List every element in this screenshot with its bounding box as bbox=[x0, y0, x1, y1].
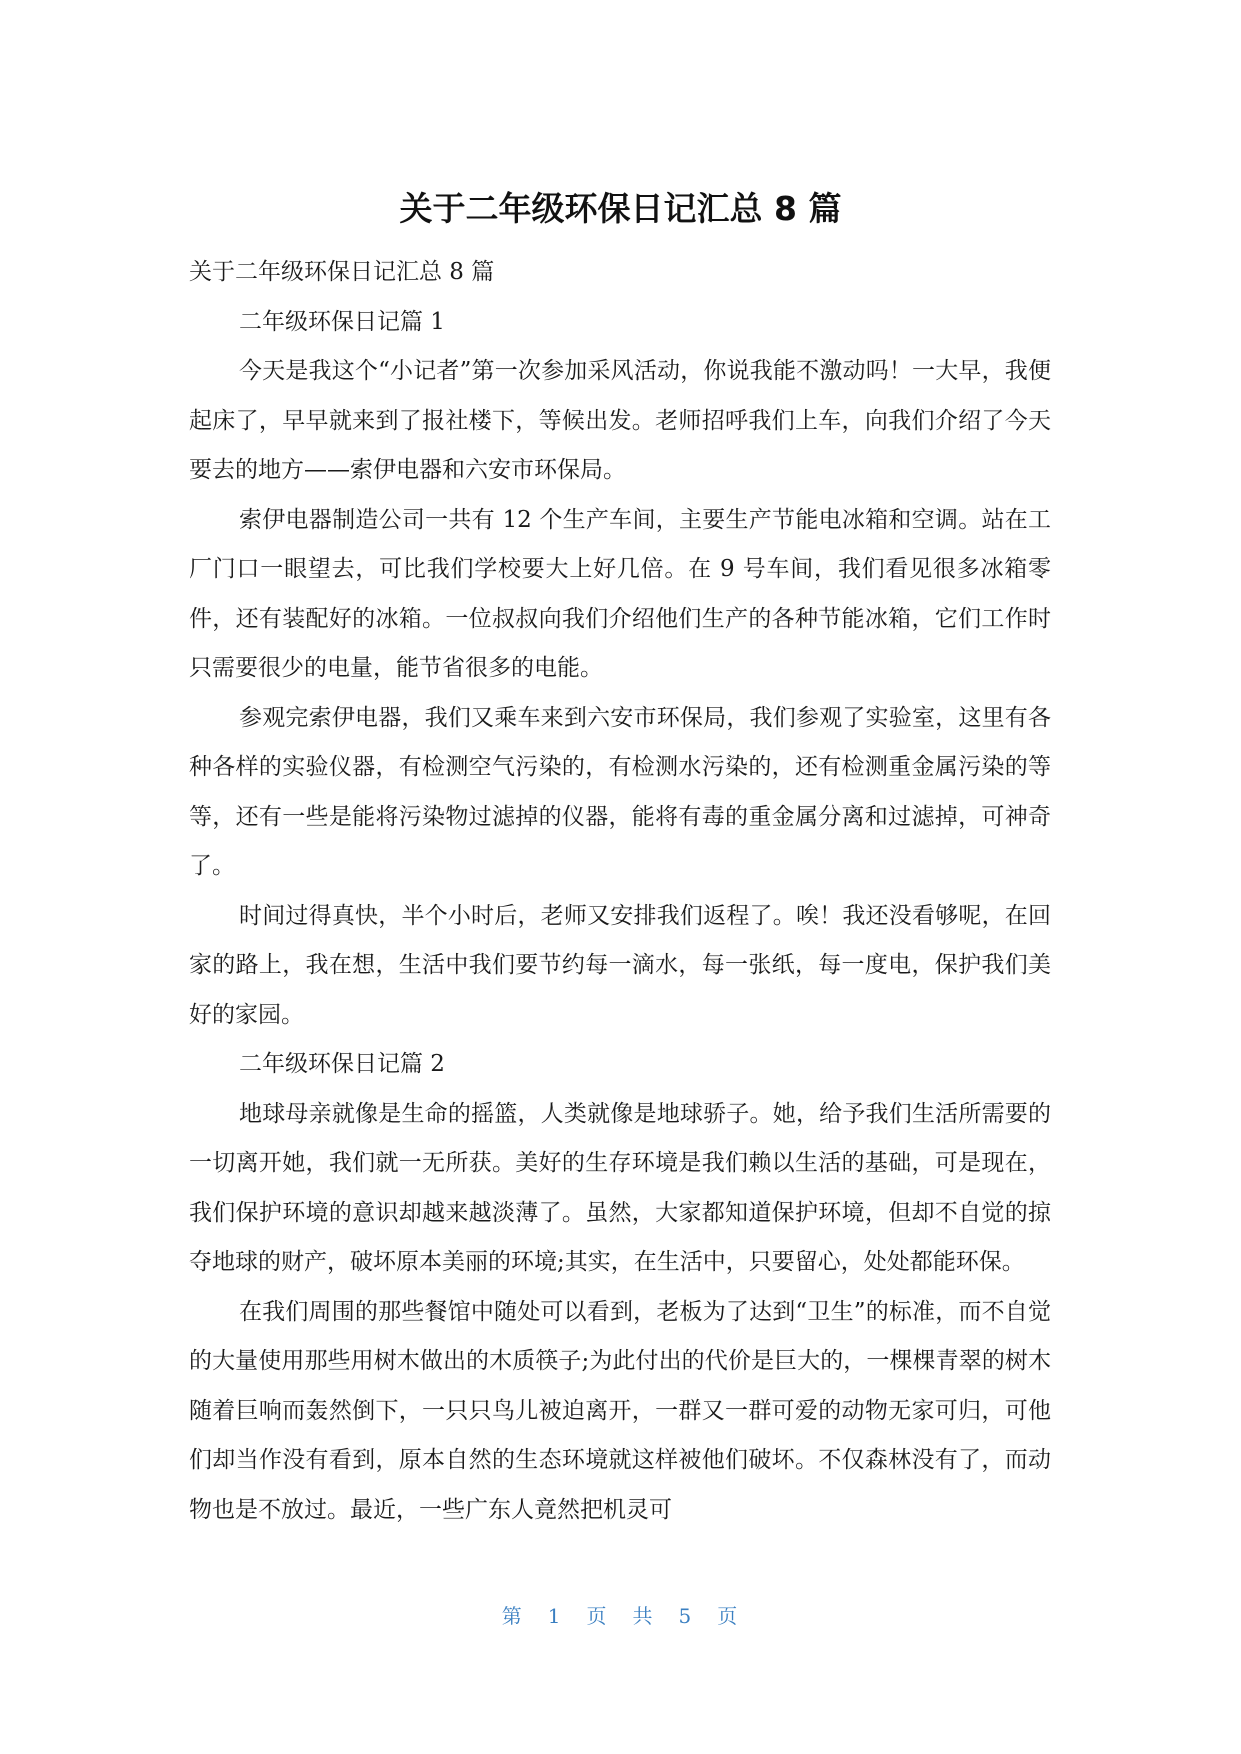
document-body bbox=[189, 248, 1051, 1535]
paragraph: 时间过得真快，半个小时后，老师又安排我们返程了。唉！我还没看够呢，在回家的路上，我在想，生活中我们要节约每一滴水，每一张纸，每一度电，保护我们美好的家园。 bbox=[189, 902, 1051, 1028]
footer-current-page: 1 bbox=[547, 1604, 563, 1628]
document-subtitle: 关于二年级环保日记汇总 8 篇 bbox=[189, 259, 495, 285]
section-heading-2: 二年级环保日记篇 2 bbox=[239, 1051, 445, 1077]
paragraph: 在我们周围的那些餐馆中随处可以看到，老板为了达到“卫生”的标准，而不自觉的大量使用那些用树木做出的木质筷子;为此付出的代价是巨大的，一棵棵青翠的树木随着巨响而轰然倒下，一只只鸟儿被迫离开，一群又一群可爱的动物无家可归，可他们却当作没有看到，原本自然的生态环境就这样被他们破坏。不仅森林没有了，而动物也是不放过。最近，一些广东人竟然把机灵可 bbox=[189, 1298, 1051, 1523]
footer-total-pages: 5 bbox=[678, 1604, 694, 1628]
section-heading-1: 二年级环保日记篇 1 bbox=[239, 308, 445, 335]
document-title: 关于二年级环保日记汇总 8 篇 bbox=[399, 189, 842, 228]
footer-label-total: 共 bbox=[632, 1604, 655, 1628]
footer-label-page: 第 bbox=[501, 1604, 524, 1628]
footer-label-of: 页 bbox=[586, 1604, 609, 1628]
paragraph: 今天是我这个“小记者”第一次参加采风活动，你说我能不激动吗！一大早，我便起床了，早早就来到了报社楼下，等候出发。老师招呼我们上车，向我们介绍了今天要去的地方——索伊电器和六安市环保局。 bbox=[189, 358, 1051, 483]
paragraph: 索伊电器制造公司一共有 12 个生产车间，主要生产节能电冰箱和空调。站在工厂门口一眼望去，可比我们学校要大上好几倍。在 9 号车间，我们看见很多冰箱零件，还有装配好的冰箱。一位叔叔向我们介绍他们生产的各种节能冰箱，它们工作时只需要很少的电量，能节省很多的电能。 bbox=[189, 506, 1051, 681]
page-footer bbox=[0, 1602, 1241, 1630]
paragraph: 地球母亲就像是生命的摇篮，人类就像是地球骄子。她，给予我们生活所需要的一切离开她，我们就一无所获。美好的生存环境是我们赖以生活的基础，可是现在，我们保护环境的意识却越来越淡薄了。虽然，大家都知道保护环境，但却不自觉的掠夺地球的财产，破坏原本美丽的环境;其实，在生活中，只要留心，处处都能环保。 bbox=[189, 1100, 1051, 1275]
paragraph: 参观完索伊电器，我们又乘车来到六安市环保局，我们参观了实验室，这里有各种各样的实验仪器，有检测空气污染的，有检测水污染的，还有检测重金属污染的等等，还有一些是能将污染物过滤掉的仪器，能将有毒的重金属分离和过滤掉，可神奇了。 bbox=[189, 704, 1051, 879]
footer-label-pages: 页 bbox=[717, 1604, 740, 1628]
